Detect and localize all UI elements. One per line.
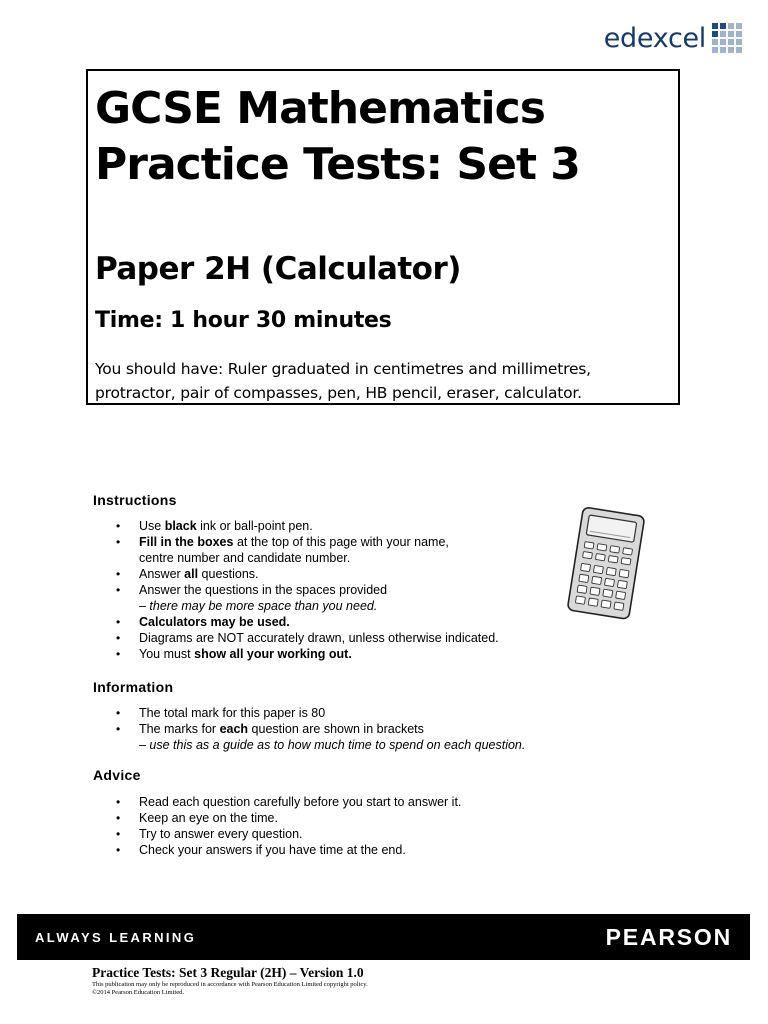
list-item: • Answer all questions. — [116, 566, 499, 582]
edexcel-logo — [604, 18, 742, 58]
calculator-icon — [563, 505, 647, 621]
list-item: • Use black ink or ball-point pen. — [116, 518, 499, 534]
advice-heading: Advice — [93, 767, 141, 783]
title-line-2: Practice Tests: Set 3 — [95, 139, 580, 190]
footer-bar — [17, 914, 750, 960]
advice-list — [116, 794, 461, 858]
list-item: • Calculators may be used. — [116, 614, 499, 630]
equipment-text — [95, 357, 675, 405]
copyright-notice: This publication may only be reproduced in accordance with Pearson Education Limited copyright policy. — [92, 981, 368, 988]
footer-doc-title: Practice Tests: Set 3 Regular (2H) – Version 1.0 — [92, 965, 364, 980]
list-item: • Keep an eye on the time. — [116, 810, 461, 826]
logo-grid-icon — [712, 23, 742, 53]
pearson-logo: PEARSON — [605, 924, 732, 950]
information-heading: Information — [93, 679, 174, 695]
logo-text: edexcel — [603, 22, 706, 54]
always-learning-text: ALWAYS LEARNING — [35, 930, 197, 945]
information-list — [116, 705, 525, 753]
equipment-line-2: protractor, pair of compasses, pen, HB pencil, eraser, calculator. — [95, 384, 582, 402]
paper-title: Paper 2H (Calculator) — [95, 251, 461, 287]
footer-notice — [92, 981, 368, 997]
list-item: • Answer the questions in the spaces provided – there may be more space than you need. — [116, 582, 499, 614]
list-item: • The marks for each question are shown in brackets – use this as a guide as to how much time to spend on each question. — [116, 721, 525, 753]
list-item: • You must show all your working out. — [116, 646, 499, 662]
title-box — [86, 69, 680, 405]
list-item: • Fill in the boxes at the top of this page with your name, centre number and candidate number. — [116, 534, 499, 566]
title-line-1: GCSE Mathematics — [95, 83, 545, 134]
instructions-heading: Instructions — [93, 492, 177, 508]
list-item: • Check your answers if you have time at the end. — [116, 842, 461, 858]
list-item: • Diagrams are NOT accurately drawn, unless otherwise indicated. — [116, 630, 499, 646]
list-item: • Try to answer every question. — [116, 826, 461, 842]
time-allowed: Time: 1 hour 30 minutes — [95, 308, 392, 333]
instructions-list — [116, 518, 499, 662]
list-item: • The total mark for this paper is 80 — [116, 705, 525, 721]
equipment-line-1: You should have: Ruler graduated in centimetres and millimetres, — [95, 360, 591, 378]
copyright-line: ©2014 Pearson Education Limited. — [92, 989, 184, 996]
list-item: • Read each question carefully before you start to answer it. — [116, 794, 461, 810]
document-title — [95, 81, 580, 193]
